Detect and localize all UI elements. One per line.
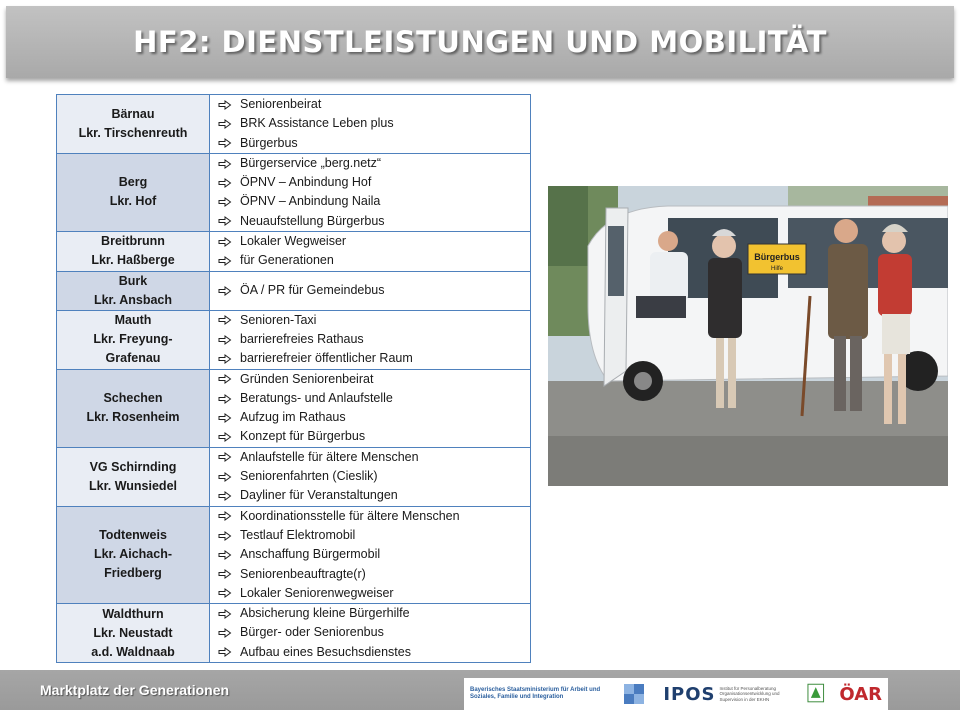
municipality-cell	[57, 369, 210, 447]
table-row	[57, 153, 531, 231]
measure-text: Dayliner für Veranstaltungen	[240, 488, 398, 503]
list-item	[218, 134, 526, 153]
bavarian-lion-icon	[616, 682, 652, 706]
municipality-line: Burk	[118, 273, 148, 288]
arrow-right-icon	[218, 609, 240, 619]
arrow-right-icon	[218, 647, 240, 657]
list-item	[218, 370, 526, 389]
list-item	[218, 173, 526, 192]
list-item	[218, 311, 526, 330]
measure-text: Seniorenfahrten (Cieslik)	[240, 469, 378, 484]
arrow-right-icon	[218, 531, 240, 541]
table-row	[57, 95, 531, 154]
measure-text: Lokaler Seniorenwegweiser	[240, 585, 394, 600]
list-item	[218, 604, 526, 623]
measure-text: Gründen Seniorenbeirat	[240, 371, 374, 386]
arrow-right-icon	[218, 491, 240, 501]
municipality-line: Breitbrunn	[101, 234, 165, 249]
table-row	[57, 232, 531, 272]
arrow-right-icon	[218, 413, 240, 423]
list-item	[218, 643, 526, 662]
measure-text: Aufbau eines Besuchsdienstes	[240, 644, 411, 659]
arrow-right-icon	[218, 374, 240, 384]
municipality-line: Lkr. Neustadt	[93, 625, 173, 640]
footer-title: Marktplatz der Generationen	[40, 682, 230, 698]
list-item	[218, 281, 526, 300]
ministry-logo	[470, 682, 655, 706]
list-item	[218, 192, 526, 211]
measure-text: barrierefreier öffentlicher Raum	[240, 351, 413, 366]
list-item	[218, 486, 526, 505]
list-item	[218, 584, 526, 603]
arrow-right-icon	[218, 550, 240, 560]
measure-text: Aufzug im Rathaus	[240, 410, 346, 425]
measure-text: Anlaufstelle für ältere Menschen	[240, 449, 419, 464]
list-item	[218, 330, 526, 349]
measures-cell	[210, 271, 531, 310]
measures-cell	[210, 604, 531, 663]
municipality-cell	[57, 604, 210, 663]
list-item	[218, 349, 526, 368]
arrow-right-icon	[218, 119, 240, 129]
municipality-line: Mauth	[114, 313, 152, 328]
list-item	[218, 526, 526, 545]
municipality-line: a.d. Waldnaab	[91, 644, 175, 659]
arrow-right-icon	[218, 138, 240, 148]
arrow-right-icon	[218, 588, 240, 598]
table-row	[57, 604, 531, 663]
list-item	[218, 545, 526, 564]
measure-text: Seniorenbeauftragte(r)	[240, 566, 366, 581]
bus-sign-subtext: Hilfe	[770, 266, 784, 272]
arrow-right-icon	[218, 315, 240, 325]
municipality-line: Lkr. Haßberge	[91, 253, 175, 268]
partner-logos	[464, 678, 888, 710]
measures-cell	[210, 506, 531, 603]
list-item	[218, 251, 526, 270]
measure-text: Bürgerbus	[240, 135, 298, 150]
measure-text: ÖA / PR für Gemeindebus	[240, 283, 385, 298]
municipality-line: Lkr. Tirschenreuth	[78, 125, 188, 140]
table-row	[57, 310, 531, 369]
arrow-right-icon	[218, 511, 240, 521]
measure-text: Seniorenbeirat	[240, 97, 322, 111]
measures-cell	[210, 369, 531, 447]
list-item	[218, 95, 526, 114]
municipality-line: Lkr. Rosenheim	[86, 410, 180, 425]
municipality-line: Grafenau	[105, 351, 161, 366]
municipality-cell	[57, 95, 210, 154]
measure-text: Beratungs- und Anlaufstelle	[240, 390, 393, 405]
arrow-right-icon	[218, 159, 240, 169]
arrow-right-icon	[218, 216, 240, 226]
measure-text: für Generationen	[240, 253, 334, 268]
arrow-right-icon	[218, 197, 240, 207]
list-item	[218, 389, 526, 408]
measures-cell	[210, 232, 531, 272]
arrow-right-icon	[218, 452, 240, 462]
list-item	[218, 623, 526, 642]
title-bar	[6, 6, 954, 78]
list-item	[218, 565, 526, 584]
municipality-line: Lkr. Wunsiedel	[89, 478, 177, 493]
arrow-right-icon	[218, 628, 240, 638]
measure-text: ÖPNV – Anbindung Hof	[240, 175, 372, 190]
arrow-right-icon	[218, 354, 240, 364]
measure-text: barrierefreies Rathaus	[240, 331, 364, 346]
municipality-line: Lkr. Aichach-	[93, 547, 173, 562]
list-item	[218, 154, 526, 173]
table-row	[57, 271, 531, 310]
measures-cell	[210, 95, 531, 154]
list-item	[218, 427, 526, 446]
arrow-right-icon	[218, 472, 240, 482]
municipality-line: Berg	[118, 175, 148, 190]
municipality-cell	[57, 153, 210, 231]
municipality-line: Schechen	[103, 391, 163, 406]
list-item	[218, 114, 526, 133]
arrow-right-icon	[218, 432, 240, 442]
photo-illustration	[548, 186, 948, 486]
measure-text: Bürgerservice „berg.netz“	[240, 155, 382, 170]
page-title: HF2: DIENSTLEISTUNGEN UND MOBILITÄT	[133, 25, 827, 59]
measure-text: ÖPNV – Anbindung Naila	[240, 194, 381, 209]
list-item	[218, 232, 526, 251]
list-item	[218, 507, 526, 526]
measures-cell	[210, 310, 531, 369]
ministry-name: Bayerisches Staatsministerium für Arbeit und Soziales, Familie und Integration	[470, 687, 601, 700]
municipality-cell	[57, 271, 210, 310]
bus-sign-text: Bürgerbus	[754, 252, 800, 262]
list-item	[218, 467, 526, 486]
measures-table	[56, 94, 531, 663]
municipality-cell	[57, 310, 210, 369]
arrow-right-icon	[218, 335, 240, 345]
arrow-right-icon	[218, 286, 240, 296]
arrow-right-icon	[218, 569, 240, 579]
citizen-bus-photo	[548, 186, 948, 486]
measure-text: Koordinationsstelle für ältere Menschen	[240, 508, 460, 523]
measures-cell	[210, 153, 531, 231]
measure-text: Testlauf Elektromobil	[240, 527, 356, 542]
municipality-cell	[57, 506, 210, 603]
measure-text: Bürger- oder Seniorenbus	[240, 625, 384, 640]
ipos-name: IPOS	[663, 683, 716, 705]
measure-text: Konzept für Bürgerbus	[240, 429, 366, 444]
municipality-line: Lkr. Ansbach	[93, 292, 173, 307]
municipality-line: Lkr. Hof	[109, 194, 157, 209]
arrow-right-icon	[218, 256, 240, 266]
table-row	[57, 369, 531, 447]
measure-text: Anschaffung Bürgermobil	[240, 547, 381, 562]
ipos-subtitle: Institut für Personalberatung Organisationsentwicklung und Supervision in der EKHN	[719, 685, 780, 702]
measure-text: Absicherung kleine Bürgerhilfe	[240, 606, 410, 621]
municipality-line: Lkr. Freyung-	[93, 332, 173, 347]
list-item	[218, 408, 526, 427]
municipality-line: Todtenweis	[99, 528, 167, 543]
measure-text: Senioren-Taxi	[240, 312, 317, 327]
measures-cell	[210, 447, 531, 506]
municipality-line: VG Schirnding	[89, 459, 177, 474]
ipos-logo	[663, 684, 800, 705]
arrow-right-icon	[218, 178, 240, 188]
measure-text: BRK Assistance Leben plus	[240, 116, 394, 131]
municipality-cell	[57, 447, 210, 506]
arrow-right-icon	[218, 237, 240, 247]
table-row	[57, 447, 531, 506]
list-item	[218, 212, 526, 231]
oear-logo: ÖAR	[839, 683, 883, 705]
municipality-line: Bärnau	[111, 106, 155, 121]
leaf-logo-icon	[806, 682, 826, 706]
table-row	[57, 506, 531, 603]
measure-text: Neuaufstellung Bürgerbus	[240, 213, 385, 228]
arrow-right-icon	[218, 394, 240, 404]
arrow-right-icon	[218, 100, 240, 110]
municipality-line: Friedberg	[104, 566, 162, 581]
list-item	[218, 448, 526, 467]
municipality-line: Waldthurn	[102, 606, 164, 621]
measure-text: Lokaler Wegweiser	[240, 234, 347, 249]
municipality-cell	[57, 232, 210, 272]
